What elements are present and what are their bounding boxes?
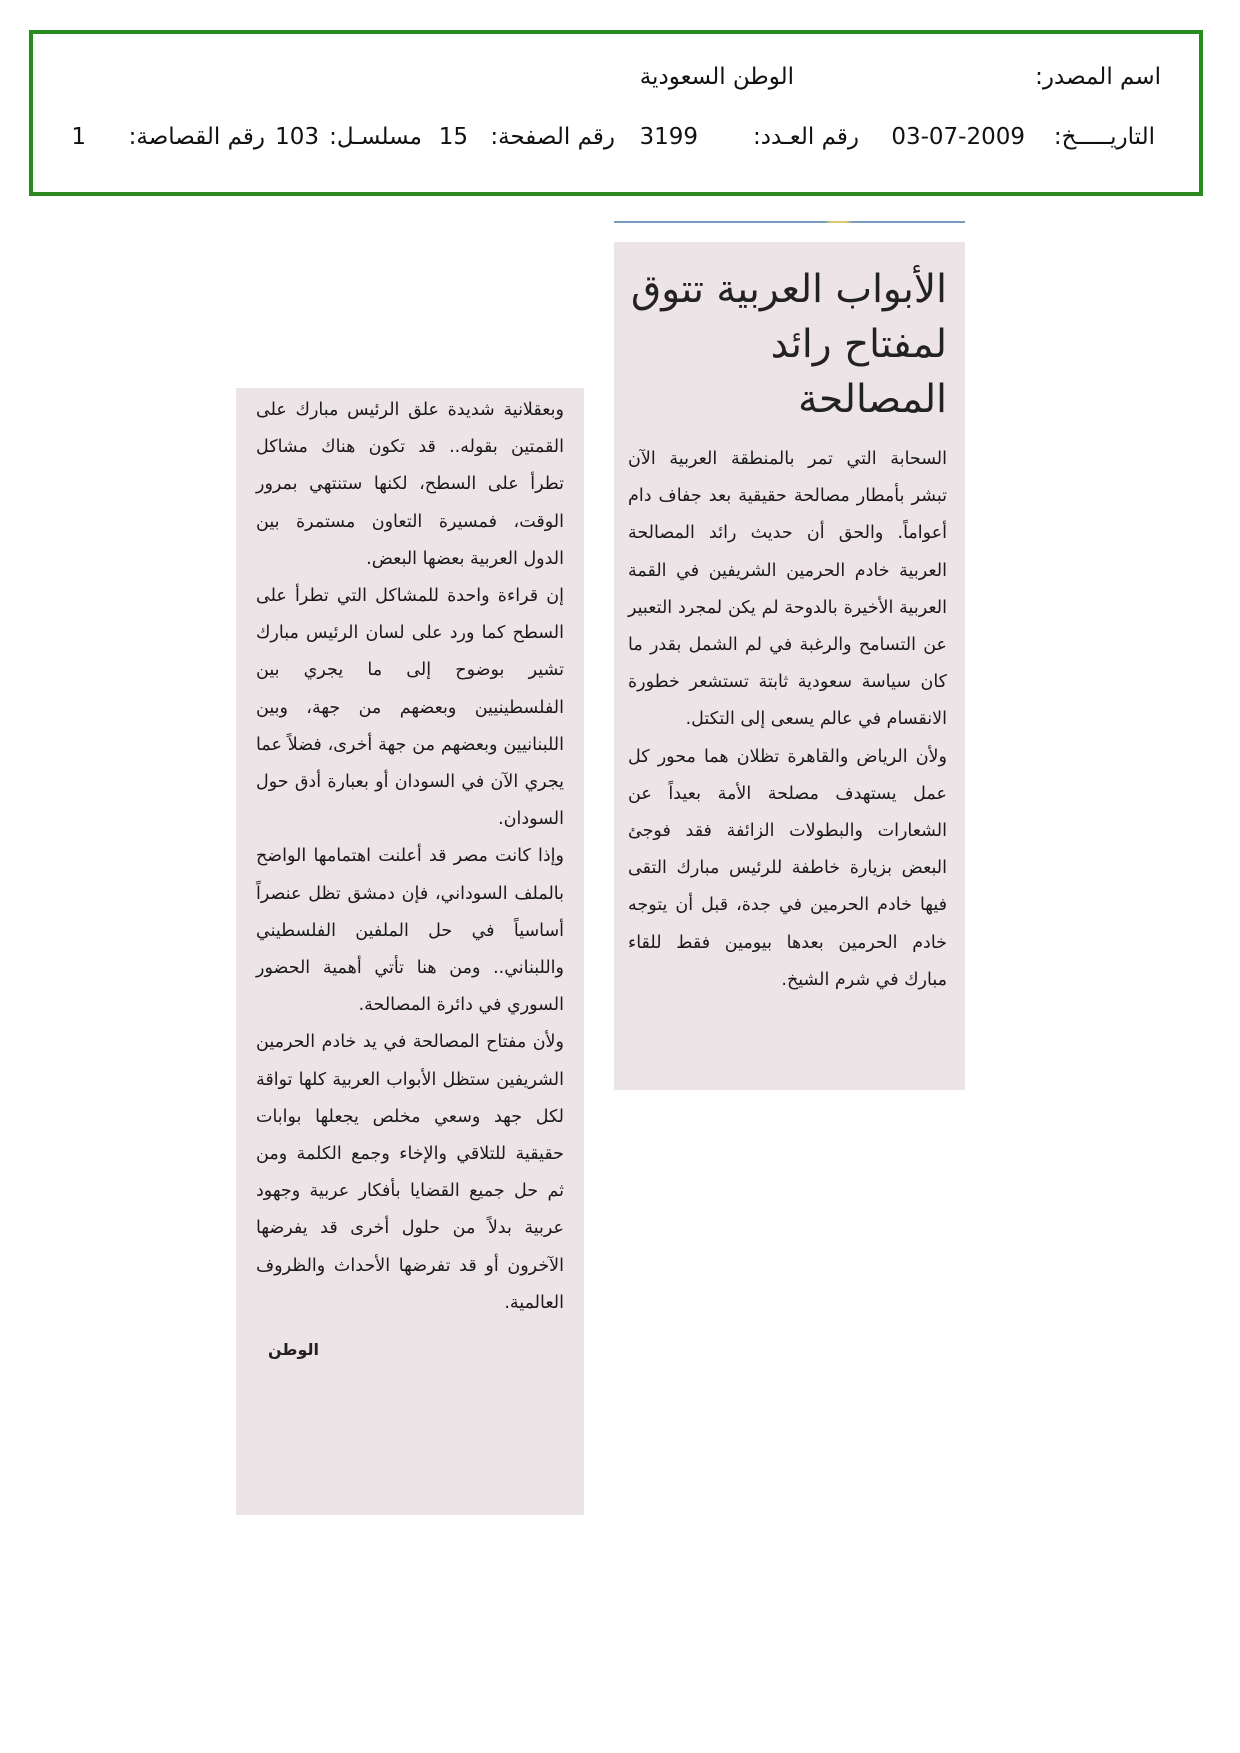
article-paragraph: وإذا كانت مصر قد أعلنت اهتمامها الواضح بالملف السوداني، فإن دمشق تظل عنصراً أساسياً في حل الملفين الفلسطيني واللبناني.. ومن هنا تأتي أهمية الحضور السوري في دائرة المصالحة. [256,846,564,1016]
date-label: التاريـــــخ: [1053,124,1155,150]
article-paragraph: ولأن الرياض والقاهرة تظلان هما محور كل عمل يستهدف مصلحة الأمة بعيداً عن الشعارات والبطولات الزائفة فقد فوجئ البعض بزيارة خاطفة للرئيس مبارك التقى فيها خادم الحرمين في جدة، قبل أن يتوجه خادم الحرمين بعدها بيومين فقط للقاء مبارك في شرم الشيخ. [628,746,947,990]
article-paragraph: السحابة التي تمر بالمنطقة العربية الآن تبشر بأمطار مصالحة حقيقية بعد جفاف دام أعواماً. والحق أن حديث رائد المصالحة العربية خادم الحرمين الشريفين في القمة العربية الأخيرة بالدوحة لم يكن لمجرد التعبير عن التسامح والرغبة في لم الشمل بقدر ما كان سياسة سعودية ثابتة تستشعر خطورة الانقسام في عالم يسعى إلى التكتل. [628,449,947,730]
date-value: 03-07-2009 [891,124,1025,150]
page-value: 15 [438,124,468,150]
article-paragraph: ولأن مفتاح المصالحة في يد خادم الحرمين الشريفين ستظل الأبواب العربية كلها تواقة لكل جهد وسعي مخلص يجعلها بوابات حقيقية للتلاقي والإخاء وجمع الكلمة ومن ثم حل جميع القضايا بأفكار عربية وجهود عربية بدلاً من حلول أخرى قد يفرضها الآخرون أو قد تفرضها الأحداث والظروف العالمية. [256,1032,564,1313]
clip-value: 1 [71,124,86,150]
article-column-right [614,242,965,1090]
clipping-header [29,30,1203,196]
issue-label: رقم العـدد: [752,124,859,150]
clip-label: رقم القصاصة: [128,124,265,150]
source-label: اسم المصدر: [1035,64,1161,90]
serial-label: مسلسـل: [329,124,422,150]
serial-value: 103 [275,124,319,150]
article-paragraph: إن قراءة واحدة للمشاكل التي تطرأ على السطح كما ورد على لسان الرئيس مبارك تشير بوضوح إلى ما يجري بين الفلسطينيين وبعضهم من جهة، وبين اللبنانيين وبعضهم من جهة أخرى، فضلاً عما يجري الآن في السودان أو بعبارة أدق حول السودان. [256,586,564,830]
article-byline: الوطن [268,1340,319,1360]
article-rule [614,221,965,223]
article-title: الأبواب العربية تتوق لمفتاح رائد المصالحة [630,267,947,422]
article-column-left [236,388,584,1515]
page-label: رقم الصفحة: [490,124,615,150]
issue-value: 3199 [639,124,698,150]
source-value: الوطن السعودية [639,64,794,90]
article-paragraph: وبعقلانية شديدة علق الرئيس مبارك على القمتين بقوله.. قد تكون هناك مشاكل تطرأ على السطح، لكنها ستنتهي بمرور الوقت، فمسيرة التعاون مستمرة بين الدول العربية بعضها البعض. [256,400,564,569]
